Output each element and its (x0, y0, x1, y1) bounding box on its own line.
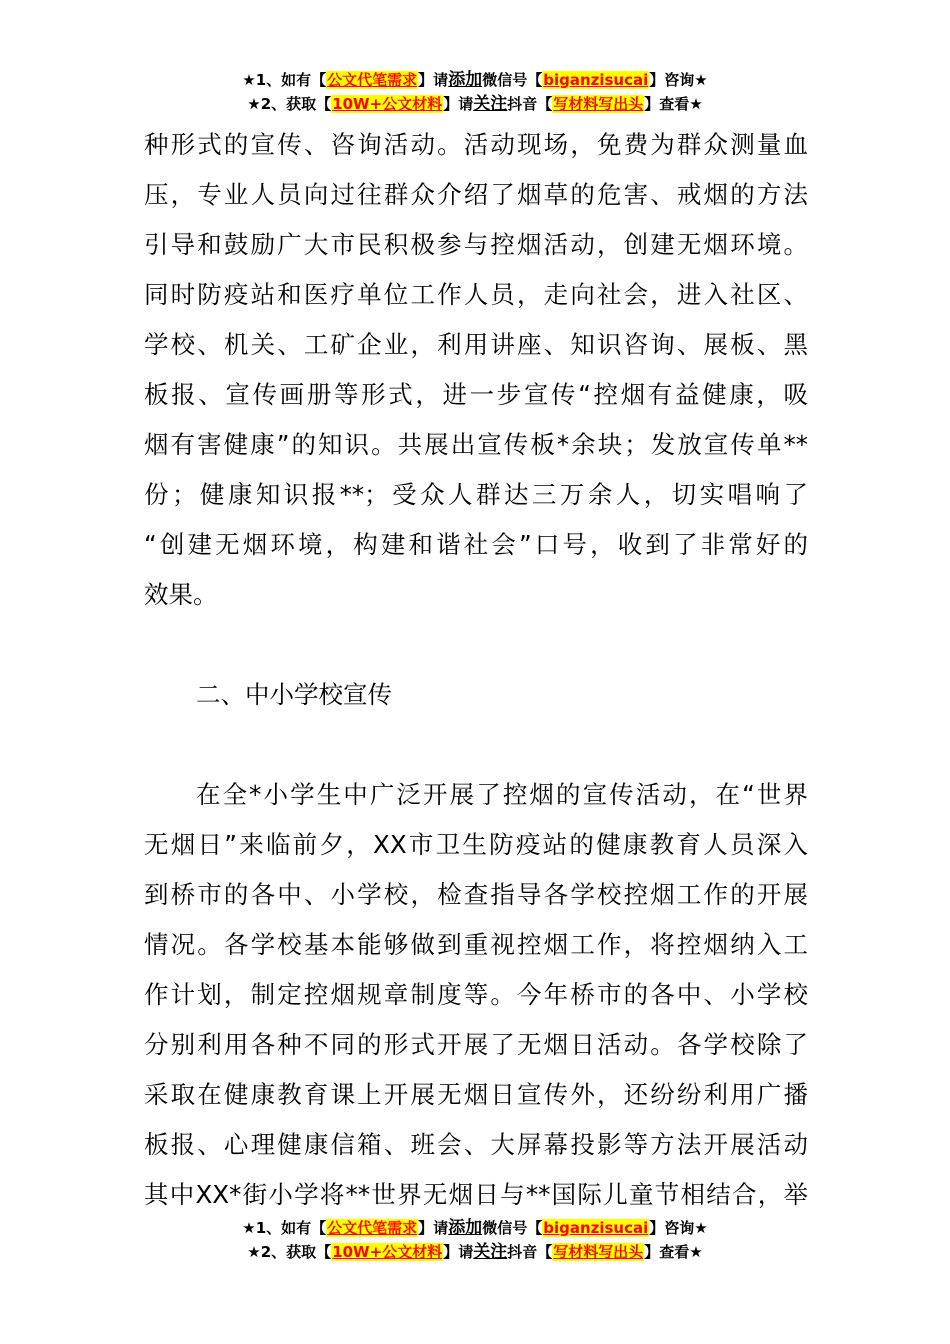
paragraph-line: 板报、心理健康信箱、班会、大屏幕投影等方法开展活动 (144, 1130, 808, 1159)
banner-text: 】查看★ (644, 1243, 703, 1261)
paragraph-line: 学校、机关、工矿企业，利用讲座、知识咨询、展板、黑 (144, 330, 808, 359)
banner-wechat-id: biganzisucai (543, 1219, 649, 1237)
banner-emphasis: 添加 (448, 70, 483, 90)
banner-douyin-id: 写材料写出头 (553, 1243, 644, 1261)
paragraph-line: 到桥市的各中、小学校，检查指导各学校控烟工作的开展 (144, 880, 808, 909)
paragraph-line: 引导和鼓励广大市民积极参与控烟活动，创建无烟环境。 (144, 230, 808, 259)
banner-text: 】请 (443, 95, 474, 113)
banner-line-2 (0, 92, 950, 116)
banner-text: 】查看★ (644, 95, 703, 113)
paragraph-line: 其中XX*街小学将**世界无烟日与**国际儿童节相结合，举 (144, 1180, 808, 1209)
banner-text: 】请 (418, 1219, 449, 1237)
paragraph-line: 份；健康知识报**；受众人群达三万余人，切实唱响了 (144, 480, 808, 509)
banner-highlight: 公文代笔需求 (327, 1219, 418, 1237)
spacer (144, 620, 808, 670)
banner-text: ★2、获取【 (247, 95, 332, 113)
banner-line-1 (0, 1216, 950, 1240)
banner-text: 抖音【 (507, 95, 553, 113)
banner-text: 抖音【 (507, 1243, 553, 1261)
paragraph-line: 效果。 (144, 580, 218, 609)
section-heading: 二、中小学校宣传 (196, 680, 392, 709)
paragraph-line: “创建无烟环境，构建和谐社会”口号，收到了非常好的 (144, 530, 808, 559)
banner-text: 】咨询★ (649, 1219, 708, 1237)
banner-line-1 (0, 68, 950, 92)
banner-line-2 (0, 1240, 950, 1264)
document-body (144, 120, 808, 1220)
banner-emphasis: 关注 (473, 1242, 508, 1262)
banner-text: 】请 (418, 71, 449, 89)
banner-highlight: 公文代笔需求 (327, 71, 418, 89)
banner-emphasis: 添加 (448, 1218, 483, 1238)
banner-text: ★2、获取【 (247, 1243, 332, 1261)
paragraph-line: 情况。各学校基本能够做到重视控烟工作，将控烟纳入工 (144, 930, 808, 959)
banner-text: 】咨询★ (649, 71, 708, 89)
paragraph-line: 烟有害健康”的知识。共展出宣传板*余块；发放宣传单** (144, 430, 808, 459)
paragraph-line: 无烟日”来临前夕，XX市卫生防疫站的健康教育人员深入 (144, 830, 808, 859)
banner-text: ★1、如有【 (242, 71, 327, 89)
paragraph-line: 同时防疫站和医疗单位工作人员，走向社会，进入社区、 (144, 280, 808, 309)
banner-text: 微信号【 (482, 71, 543, 89)
paragraph-line: 采取在健康教育课上开展无烟日宣传外，还纷纷利用广播 (144, 1080, 808, 1109)
banner-highlight: 10W+公文材料 (332, 95, 443, 113)
banner-emphasis: 关注 (473, 94, 508, 114)
spacer (144, 720, 808, 770)
paragraph-line: 压，专业人员向过往群众介绍了烟草的危害、戒烟的方法 (144, 180, 808, 209)
banner-text: ★1、如有【 (242, 1219, 327, 1237)
banner-text: 微信号【 (482, 1219, 543, 1237)
paragraph-line: 在全*小学生中广泛开展了控烟的宣传活动，在“世界 (196, 780, 808, 809)
header-banner (0, 68, 950, 116)
paragraph-line: 板报、宣传画册等形式，进一步宣传“控烟有益健康，吸 (144, 380, 808, 409)
banner-text: 】请 (443, 1243, 474, 1261)
footer-banner (0, 1216, 950, 1264)
paragraph-line: 分别利用各种不同的形式开展了无烟日活动。各学校除了 (144, 1030, 808, 1059)
paragraph-line: 作计划，制定控烟规章制度等。今年桥市的各中、小学校 (144, 980, 808, 1009)
paragraph-line: 种形式的宣传、咨询活动。活动现场，免费为群众测量血 (144, 130, 808, 159)
banner-highlight: 10W+公文材料 (332, 1243, 443, 1261)
banner-douyin-id: 写材料写出头 (553, 95, 644, 113)
banner-wechat-id: biganzisucai (543, 71, 649, 89)
